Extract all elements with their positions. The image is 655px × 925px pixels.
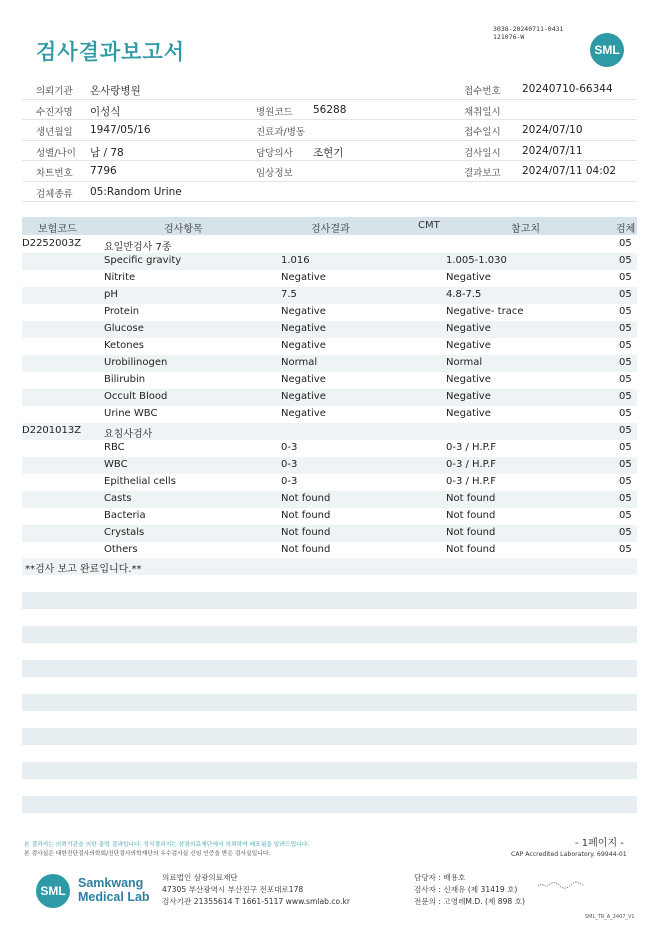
table-row <box>22 338 637 355</box>
cell-specimen: 05 <box>619 272 632 283</box>
cell-specimen: 05 <box>619 340 632 351</box>
table-row <box>22 355 637 372</box>
cell-reference: Negative <box>446 374 491 385</box>
cell-item: Ketones <box>104 340 144 351</box>
info-label: 검체종류 <box>36 188 73 200</box>
info-label: 성별/나이 <box>36 147 76 159</box>
company-name-line: Samkwang <box>78 876 144 890</box>
cell-result: Negative <box>281 391 326 402</box>
table-row <box>22 389 637 406</box>
info-row <box>22 161 637 182</box>
table-row <box>22 304 637 321</box>
report-complete-row <box>22 558 637 575</box>
cell-item: Nitrite <box>104 272 136 283</box>
table-row <box>22 474 637 491</box>
info-value: 조현기 <box>313 146 344 159</box>
cell-item: Casts <box>104 493 132 504</box>
table-row <box>22 406 637 423</box>
cell-reference: 0-3 / H.P.F <box>446 476 496 487</box>
info-label: 채취일시 <box>464 106 501 118</box>
document-code-line: 3038-20240711-0431 <box>493 25 564 33</box>
cell-specimen: 05 <box>619 476 632 487</box>
address-line: 검사기관 21355614 T 1661-5117 www.smlab.co.kr <box>162 897 350 906</box>
staff-line: 담당자 : 배용호 <box>414 873 466 882</box>
form-code: SML_TR_A_2407_V1 <box>585 914 635 920</box>
cell-reference: Negative <box>446 323 491 334</box>
cell-code: D2201013Z <box>22 425 82 436</box>
staff-line: 전문의 : 고영레M.D. (제 898 호) <box>414 897 525 906</box>
cell-reference: Normal <box>446 357 483 368</box>
cell-result: Normal <box>281 357 318 368</box>
cell-specimen: 05 <box>619 374 632 385</box>
cell-item: Specific gravity <box>104 255 182 266</box>
lab-staff <box>414 872 525 908</box>
footer-note: 본 결과지는 의뢰기관을 의한 출력 결과입니다. 정식결과지는 삼광의료재단에서 의뢰하여 배포됨을 알려드립니다. <box>24 842 310 848</box>
col-header-code: 보험코드 <box>38 224 77 235</box>
cell-specimen: 05 <box>619 544 632 555</box>
cell-reference: 1.005-1.030 <box>446 255 507 266</box>
footer-note: 본 검사실은 대한진단검사의학회/진단검사의학재단의 우수검사실 신임 인증을 받은 검사실입니다. <box>24 851 271 857</box>
cell-result: 1.016 <box>281 255 310 266</box>
cell-result: Not found <box>281 527 331 538</box>
company-name <box>78 876 150 904</box>
cell-code: D2252003Z <box>22 238 82 249</box>
info-label: 임상정보 <box>256 168 293 179</box>
info-label: 결과보고 <box>464 168 501 179</box>
cell-reference: 4.8-7.5 <box>446 289 482 300</box>
cell-result: Negative <box>281 323 326 334</box>
table-row <box>22 287 637 304</box>
cell-reference: Negative <box>446 408 491 419</box>
info-label: 담당의사 <box>256 147 293 159</box>
table-row <box>22 491 637 508</box>
col-header-cmt: CMT <box>418 220 440 231</box>
cell-specimen: 05 <box>619 527 632 538</box>
col-header-item: 검사항목 <box>164 224 203 235</box>
cell-specimen: 05 <box>619 425 632 436</box>
info-label: 검사일시 <box>464 147 501 159</box>
cell-item: Protein <box>104 306 140 317</box>
info-row <box>22 79 637 100</box>
info-row <box>22 100 637 121</box>
cell-item: Occult Blood <box>104 391 168 402</box>
report-title: 검사결과보고서 <box>36 40 186 64</box>
document-code <box>493 25 563 41</box>
cell-result: 0-3 <box>281 476 298 487</box>
address-line: 47305 부산광역시 부산진구 전포대로178 <box>162 885 304 894</box>
table-row <box>22 372 637 389</box>
cell-item: Epithelial cells <box>104 476 176 487</box>
cell-item: Bilirubin <box>104 374 146 385</box>
info-value: 1947/05/16 <box>90 124 151 136</box>
blank-row <box>22 796 637 813</box>
cell-result: Not found <box>281 544 331 555</box>
cell-item: RBC <box>104 442 125 453</box>
cell-specimen: 05 <box>619 306 632 317</box>
cell-specimen: 05 <box>619 493 632 504</box>
info-label: 진료과/병동 <box>256 127 306 138</box>
cell-item: Others <box>104 544 138 555</box>
info-value: 온사랑병원 <box>90 85 141 97</box>
cell-reference: Not found <box>446 527 496 538</box>
cell-item: Crystals <box>104 527 145 538</box>
cell-item: Urine WBC <box>104 408 158 419</box>
blank-row <box>22 694 637 711</box>
cell-specimen: 05 <box>619 459 632 470</box>
col-header-result: 검사결과 <box>311 224 350 235</box>
cell-result: 0-3 <box>281 459 298 470</box>
report-complete-text: **검사 보고 완료입니다.** <box>25 564 142 575</box>
table-row <box>22 236 637 253</box>
cell-reference: 0-3 / H.P.F <box>446 442 496 453</box>
cell-reference: Not found <box>446 544 496 555</box>
info-value: 2024/07/11 04:02 <box>522 165 617 177</box>
cell-reference: Negative <box>446 340 491 351</box>
cell-specimen: 05 <box>619 357 632 368</box>
info-value: 20240710-66344 <box>522 83 613 95</box>
cell-item: Bacteria <box>104 510 146 521</box>
info-row <box>22 120 637 141</box>
info-row <box>22 141 637 162</box>
cell-specimen: 05 <box>619 289 632 300</box>
col-header-reference: 참고치 <box>511 224 540 235</box>
page-number: - 1페이지 - <box>575 838 624 849</box>
info-value: 남 / 78 <box>90 146 124 159</box>
signature-image <box>536 880 586 890</box>
table-row <box>22 542 637 559</box>
info-label: 수진자명 <box>36 106 73 118</box>
cell-result: Not found <box>281 510 331 521</box>
table-row <box>22 423 637 440</box>
info-value: 05:Random Urine <box>90 185 182 198</box>
info-row <box>22 182 637 203</box>
lab-address <box>162 872 350 908</box>
info-label: 차트번호 <box>36 168 73 179</box>
cell-item: Glucose <box>104 323 144 334</box>
cell-result: Negative <box>281 408 326 419</box>
cell-reference: Not found <box>446 510 496 521</box>
info-value: 이성식 <box>90 105 121 118</box>
footer-notes <box>24 841 309 859</box>
cell-item: 요침사검사 <box>104 429 153 440</box>
cell-result: Negative <box>281 340 326 351</box>
cell-result: Negative <box>281 306 326 317</box>
info-label: 접수번호 <box>464 86 501 97</box>
cell-item: WBC <box>104 459 128 470</box>
cell-reference: Negative- trace <box>446 306 524 317</box>
info-value: 56288 <box>313 103 347 116</box>
cell-specimen: 05 <box>619 255 632 266</box>
patient-info-block <box>22 79 637 202</box>
table-row <box>22 253 637 270</box>
table-row <box>22 321 637 338</box>
cell-reference: 0-3 / H.P.F <box>446 459 496 470</box>
blank-row <box>22 592 637 609</box>
company-name-line: Medical Lab <box>78 890 150 904</box>
cell-result: Not found <box>281 493 331 504</box>
col-header-specimen: 검체 <box>616 224 636 235</box>
sml-logo: SML <box>36 874 70 908</box>
cell-specimen: 05 <box>619 323 632 334</box>
table-row <box>22 508 637 525</box>
blank-row <box>22 626 637 643</box>
blank-row <box>22 728 637 745</box>
info-label: 의뢰기관 <box>36 86 73 97</box>
sml-logo: SML <box>590 33 624 67</box>
info-label: 병원코드 <box>256 106 293 118</box>
cell-result: Negative <box>281 272 326 283</box>
document-code-line: 121076-W <box>493 33 525 41</box>
info-label: 접수일시 <box>464 127 501 138</box>
cell-specimen: 05 <box>619 238 632 249</box>
blank-row <box>22 762 637 779</box>
cell-reference: Negative <box>446 272 491 283</box>
cap-accreditation: CAP Accredited Laboratory. 69944-01 <box>511 851 627 858</box>
cell-specimen: 05 <box>619 408 632 419</box>
table-row <box>22 457 637 474</box>
cell-item: Urobilinogen <box>104 357 168 368</box>
results-table-header <box>22 217 637 235</box>
staff-line: 검사자 : 신재유 (제 31419 호) <box>414 885 518 894</box>
cell-result: 0-3 <box>281 442 298 453</box>
cell-reference: Not found <box>446 493 496 504</box>
address-line: 의료법인 삼광의료재단 <box>162 873 238 882</box>
cell-result: 7.5 <box>281 289 297 300</box>
info-label: 생년월일 <box>36 127 73 138</box>
blank-row <box>22 660 637 677</box>
info-value: 7796 <box>90 165 117 177</box>
cell-item: pH <box>104 289 118 300</box>
cell-item: 요일반검사 7종 <box>104 242 172 253</box>
info-value: 2024/07/11 <box>522 144 583 157</box>
table-row <box>22 270 637 287</box>
cell-specimen: 05 <box>619 510 632 521</box>
table-row <box>22 525 637 542</box>
table-row <box>22 440 637 457</box>
cell-specimen: 05 <box>619 442 632 453</box>
info-value: 2024/07/10 <box>522 124 583 136</box>
cell-reference: Negative <box>446 391 491 402</box>
results-table-body <box>22 236 637 559</box>
cell-result: Negative <box>281 374 326 385</box>
cell-specimen: 05 <box>619 391 632 402</box>
